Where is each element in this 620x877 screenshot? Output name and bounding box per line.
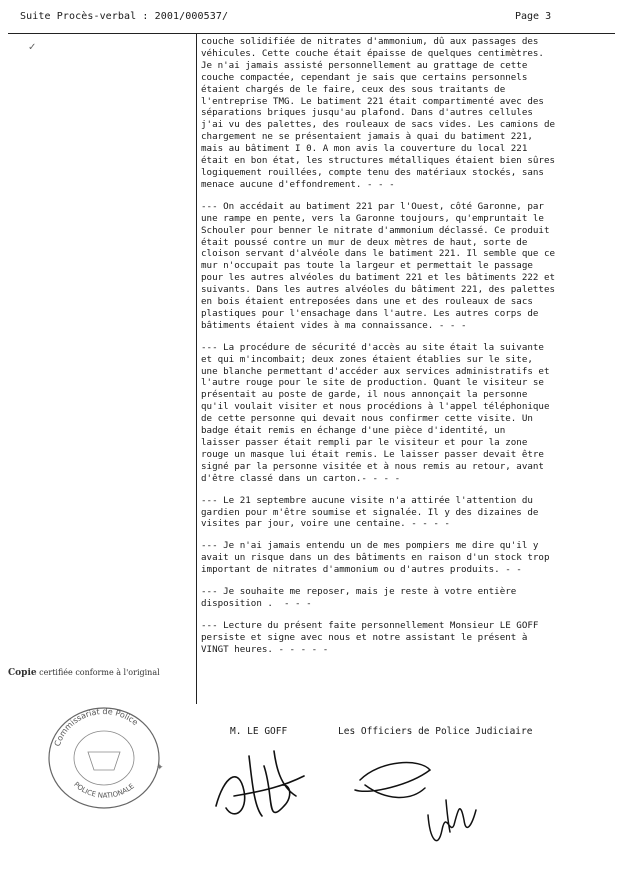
statement-line: logiquement rouillées, compte tenu des matériaux stockés, sans bbox=[201, 166, 544, 178]
statement-paragraph bbox=[201, 620, 611, 656]
statement-line: couche solidifiée de nitrates d'ammonium, dû aux passages des bbox=[201, 36, 539, 47]
signature-officers-label: Les Officiers de Police Judiciaire bbox=[338, 726, 533, 737]
copy-stamp-bold: Copie bbox=[8, 668, 37, 678]
statement-line: cloison servant d'alvéole dans le batiment 221. Il semble que ce bbox=[201, 248, 556, 260]
page-number: Page 3 bbox=[515, 11, 552, 22]
statement-line: mur n'occupait pas toute la largeur et permettait le passage bbox=[201, 260, 533, 272]
statement-line: bâtiments étaient vides à ma connaissance. - - - bbox=[201, 319, 467, 331]
statement-line: gardien pour m'être soumise et signalée. Il y des dizaines de bbox=[201, 506, 539, 518]
statement-line: l'entreprise TMG. Le batiment 221 était compartimenté avec des bbox=[201, 95, 544, 107]
statement-paragraph bbox=[201, 36, 611, 191]
statement-line: qu'il voulait visiter et nous procédions à l'appel téléphonique bbox=[201, 401, 550, 413]
statement-line: l'autre rouge pour le site de production. Quant le visiteur se bbox=[201, 377, 544, 389]
statement-line: persiste et signe avec nous et notre assistant le présent à bbox=[201, 631, 528, 643]
signature-officers bbox=[350, 740, 480, 855]
statement-line: --- La procédure de sécurité d'accès au site était la suivante bbox=[201, 341, 544, 353]
statement-line: une blanche permettant d'accéder aux services administratifs et bbox=[201, 365, 550, 377]
statement-line: mais au bâtiment I 0. A mon avis la couverture du local 221 bbox=[201, 143, 528, 155]
paragraph-gap bbox=[201, 576, 611, 586]
statement-line: couche compactée, cependant je sais que certains personnels bbox=[201, 71, 528, 83]
statement-line: véhicules. Cette couche était épaisse de quelques centimètres. bbox=[201, 47, 544, 59]
statement-line: était poussé contre un mur de deux mètres de haut, sorte de bbox=[201, 236, 528, 248]
police-seal-stamp bbox=[36, 700, 171, 812]
tick-mark: ✓ bbox=[28, 42, 37, 53]
signature-name-le-goff: M. LE GOFF bbox=[230, 726, 288, 737]
signature-le-goff bbox=[204, 736, 314, 836]
copy-certification-stamp bbox=[8, 668, 160, 678]
statement-line: menace aucune d'effondrement. - - - bbox=[201, 178, 395, 190]
statement-line: disposition . - - - bbox=[201, 597, 312, 609]
paragraph-gap bbox=[201, 530, 611, 540]
statement-line: pour les autres alvéoles du batiment 221 et les bâtiments 222 et bbox=[201, 272, 556, 284]
statement-paragraph bbox=[201, 201, 611, 332]
statement-line: visites par jour, voire une centaine. - - - - bbox=[201, 518, 450, 530]
statement-line: Je n'ai jamais assisté personnellement au grattage de cette bbox=[201, 59, 528, 71]
statement-line: --- Je n'ai jamais entendu un de mes pompiers me dire qu'il y bbox=[201, 540, 539, 552]
statement-line: d'être classé dans un carton.- - - - bbox=[201, 472, 401, 484]
statement-line: avait un risque dans un des bâtiments en raison d'un stock trop bbox=[201, 552, 550, 564]
statement-line: --- Je souhaite me reposer, mais je reste à votre entière bbox=[201, 586, 517, 598]
statement-line: et qui m'incombait; deux zones étaient établies sur le site, bbox=[201, 353, 533, 365]
copy-stamp-text: certifiée conforme à l'original bbox=[39, 668, 160, 677]
seal-text-bottom: POLICE NATIONALE bbox=[72, 780, 136, 800]
statement-line: Schouler pour benner le nitrate d'ammonium déclassé. Ce produit bbox=[201, 224, 550, 236]
statement-line: plastiques pour l'ensachage dans l'autre. Les autres corps de bbox=[201, 307, 539, 319]
statement-line: j'ai vu des palettes, des rouleaux de sacs vides. Les camions de bbox=[201, 119, 556, 131]
statement-line: en bois étaient entreposées dans une et des rouleaux de sacs bbox=[201, 296, 533, 308]
statement-line: --- Lecture du présent faite personnellement Monsieur LE GOFF bbox=[201, 619, 539, 631]
statement-line: chargement ne se présentaient jamais à quai du batiment 221, bbox=[201, 131, 533, 143]
paragraph-gap bbox=[201, 332, 611, 342]
statement-paragraph bbox=[201, 342, 611, 485]
paragraph-gap bbox=[201, 610, 611, 620]
statement-line: badge était remis en échange d'une pièce d'identité, un bbox=[201, 425, 506, 437]
statement-paragraph bbox=[201, 495, 611, 531]
statement-line: --- Le 21 septembre aucune visite n'a attirée l'attention du bbox=[201, 494, 533, 506]
statement-line: était en bon état, les structures métalliques étaient bien sûres bbox=[201, 155, 556, 167]
document-reference: Suite Procès-verbal : 2001/000537/ bbox=[20, 11, 229, 22]
statement-line: rouge un masque lui était remis. Le laisser passer devait être bbox=[201, 448, 544, 460]
statement-line: présentait au poste de garde, il nous annonçait la personne bbox=[201, 389, 528, 401]
statement-line: important de nitrates d'ammonium ou d'autres produits. - - bbox=[201, 564, 522, 576]
top-rule bbox=[8, 33, 615, 34]
statement-line: VINGT heures. - - - - - bbox=[201, 643, 329, 655]
paragraph-gap bbox=[201, 485, 611, 495]
statement-line: suivants. Dans les autres alvéoles du bâtiment 221, des palettes bbox=[201, 284, 556, 296]
statement-line: signé par la personne visitée et à nous remis au retour, avant bbox=[201, 460, 544, 472]
statement-line: une rampe en pente, vers la Garonne toujours, qu'empruntait le bbox=[201, 212, 544, 224]
svg-text:Commissariat de Police bbox=[53, 707, 140, 748]
paragraph-gap bbox=[201, 191, 611, 201]
margin-rule bbox=[196, 34, 197, 704]
statement-line: séparations briques jusqu'au plafond. Dans d'autres cellules bbox=[201, 107, 533, 119]
statement-paragraph bbox=[201, 540, 611, 576]
statement-body bbox=[201, 36, 611, 656]
statement-paragraph bbox=[201, 586, 611, 610]
statement-line: laisser passer était rempli par le visiteur et pour la zone bbox=[201, 437, 528, 448]
svg-text:POLICE NATIONALE bbox=[72, 781, 136, 800]
statement-line: de cette personne qui devait nous confirmer cette visite. Un bbox=[201, 413, 533, 425]
svg-text:✦: ✦ bbox=[156, 763, 164, 773]
statement-line: étaient chargés de le faire, ceux des sous traitants de bbox=[201, 83, 506, 95]
statement-line: --- On accédait au batiment 221 par l'Ouest, côté Garonne, par bbox=[201, 200, 544, 212]
seal-text-top: Commissariat de Police bbox=[52, 706, 140, 748]
